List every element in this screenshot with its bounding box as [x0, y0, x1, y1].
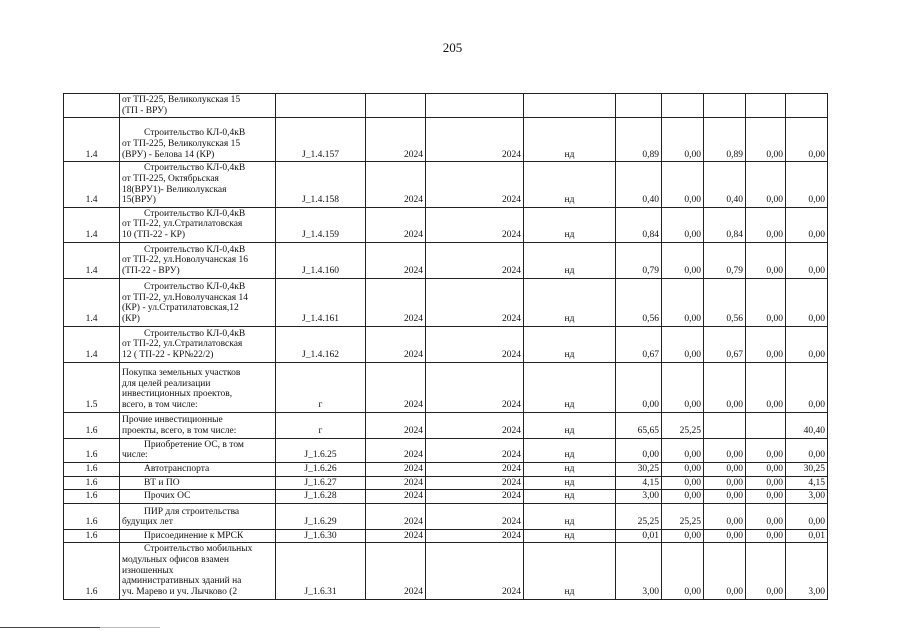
cell-name	[120, 362, 276, 412]
cell-v5: 0,00	[786, 278, 828, 326]
footer-rule-faint	[100, 627, 160, 628]
cell-y1: 2024	[366, 326, 426, 362]
name-line: Прочих ОС	[144, 491, 191, 502]
cell-v1: 0,00	[616, 362, 662, 412]
cell-unit: нд	[524, 503, 616, 529]
cell-y2: 2024	[426, 503, 524, 529]
cell-v2: 0,00	[662, 207, 704, 242]
cell-code: J_1.6.27	[276, 476, 366, 490]
footer-rule	[0, 627, 100, 628]
cell-code: J_1.6.26	[276, 462, 366, 476]
cell-v1: 65,65	[616, 412, 662, 438]
cell-code: J_1.6.30	[276, 529, 366, 543]
name-line: Приобретение ОС, в том	[144, 439, 244, 450]
cell-v3: 0,00	[704, 362, 746, 412]
name-line: от ТП-225, Октябрьская	[122, 173, 219, 184]
cell-code: J_1.6.28	[276, 490, 366, 504]
cell-v3	[704, 94, 746, 118]
cell-name	[120, 94, 276, 118]
name-line: всего, в том числе:	[122, 400, 198, 410]
cell-v3: 0,89	[704, 118, 746, 162]
name-line: 12 ( ТП-22 - КР№22/2)	[122, 350, 214, 360]
cell-y2: 2024	[426, 278, 524, 326]
cell-v5: 40,40	[786, 412, 828, 438]
name-line: ВТ и ПО	[144, 477, 180, 488]
cell-code: J_1.4.158	[276, 162, 366, 208]
cell-name	[120, 462, 276, 476]
cell-y2	[426, 94, 524, 118]
table-row	[64, 412, 828, 438]
cell-v1: 0,67	[616, 326, 662, 362]
cell-code: J_1.6.29	[276, 503, 366, 529]
name-line: от ТП-22, ул.Стратилатовская	[122, 339, 243, 350]
cell-unit: нд	[524, 362, 616, 412]
cell-y2: 2024	[426, 118, 524, 162]
cell-v1: 0,84	[616, 207, 662, 242]
cell-y2: 2024	[426, 543, 524, 599]
cell-v1: 0,40	[616, 162, 662, 208]
cell-unit: нд	[524, 326, 616, 362]
cell-name	[120, 326, 276, 362]
investment-table	[63, 93, 828, 600]
cell-v5: 3,00	[786, 490, 828, 504]
cell-v4: 0,00	[746, 529, 786, 543]
cell-name	[120, 529, 276, 543]
cell-y2: 2024	[426, 438, 524, 462]
table-row	[64, 118, 828, 162]
cell-no: 1.6	[64, 490, 120, 504]
cell-y1: 2024	[366, 438, 426, 462]
cell-v5	[786, 94, 828, 118]
cell-name	[120, 438, 276, 462]
cell-no: 1.4	[64, 242, 120, 278]
name-line: 10 (ТП-22 - КР)	[122, 230, 186, 240]
cell-v1: 4,15	[616, 476, 662, 490]
table-row	[64, 362, 828, 412]
name-line: (КР)	[122, 314, 140, 324]
cell-v5: 0,00	[786, 118, 828, 162]
cell-v2: 25,25	[662, 412, 704, 438]
cell-v4: 0,00	[746, 503, 786, 529]
name-line: Строительство мобильных	[144, 544, 253, 555]
name-line: Строительство КЛ-0,4кВ	[144, 244, 246, 255]
cell-v3: 0,79	[704, 242, 746, 278]
table-row	[64, 207, 828, 242]
cell-unit: нд	[524, 207, 616, 242]
cell-code: г	[276, 412, 366, 438]
cell-no: 1.6	[64, 462, 120, 476]
cell-v5: 0,00	[786, 242, 828, 278]
name-line: административных зданий на	[122, 576, 242, 587]
cell-no: 1.6	[64, 476, 120, 490]
cell-no: 1.4	[64, 326, 120, 362]
cell-no: 1.6	[64, 438, 120, 462]
name-line: Строительство КЛ-0,4кВ	[144, 282, 246, 293]
cell-v4	[746, 412, 786, 438]
cell-name	[120, 242, 276, 278]
name-line: Строительство КЛ-0,4кВ	[144, 163, 246, 174]
name-line: изношенных	[122, 565, 174, 576]
cell-v3: 0,40	[704, 162, 746, 208]
name-line: от ТП-22, ул.Новолучанская 16	[122, 255, 249, 266]
cell-v3: 0,00	[704, 476, 746, 490]
name-line: от ТП-22, ул.Новолучанская 14	[122, 292, 249, 303]
cell-v5: 0,00	[786, 326, 828, 362]
name-line: Присоединение к МРСК	[144, 530, 244, 541]
cell-v3: 0,00	[704, 462, 746, 476]
cell-no: 1.4	[64, 118, 120, 162]
name-line: Автотранспорта	[144, 463, 210, 474]
name-line: Прочие инвестиционные	[122, 415, 223, 426]
table-row	[64, 278, 828, 326]
cell-v3: 0,00	[704, 543, 746, 599]
name-line: (ВРУ) - Белова 14 (КР)	[122, 149, 215, 160]
cell-y1: 2024	[366, 162, 426, 208]
cell-name	[120, 118, 276, 162]
cell-y2: 2024	[426, 412, 524, 438]
cell-y2: 2024	[426, 476, 524, 490]
cell-v1: 0,89	[616, 118, 662, 162]
cell-y1: 2024	[366, 543, 426, 599]
cell-y1	[366, 94, 426, 118]
cell-v5: 3,00	[786, 543, 828, 599]
cell-v2: 0,00	[662, 490, 704, 504]
cell-v2: 0,00	[662, 162, 704, 208]
cell-no: 1.6	[64, 412, 120, 438]
cell-y2: 2024	[426, 162, 524, 208]
name-line: для целей реализации	[122, 378, 211, 389]
cell-v5: 30,25	[786, 462, 828, 476]
name-line: от ТП-225, Великолукская 15	[122, 139, 241, 149]
cell-v4: 0,00	[746, 118, 786, 162]
cell-y2: 2024	[426, 490, 524, 504]
cell-unit: нд	[524, 412, 616, 438]
cell-code: J_1.6.25	[276, 438, 366, 462]
cell-v2: 0,00	[662, 543, 704, 599]
cell-v3: 0,67	[704, 326, 746, 362]
cell-v4: 0,00	[746, 278, 786, 326]
cell-no: 1.4	[64, 207, 120, 242]
cell-v4: 0,00	[746, 476, 786, 490]
cell-y1: 2024	[366, 362, 426, 412]
name-line: (ТП - ВРУ)	[122, 105, 168, 116]
cell-v4: 0,00	[746, 543, 786, 599]
cell-y1: 2024	[366, 529, 426, 543]
cell-v1	[616, 94, 662, 118]
name-line: Строительство КЛ-0,4кВ	[144, 128, 246, 139]
page-number: 205	[442, 40, 463, 55]
cell-no: 1.6	[64, 543, 120, 599]
name-line: 15(ВРУ)	[122, 195, 156, 206]
name-line: инвестиционных проектов,	[122, 389, 233, 400]
cell-y1: 2024	[366, 503, 426, 529]
cell-unit: нд	[524, 543, 616, 599]
cell-code: г	[276, 362, 366, 412]
cell-code: J_1.4.160	[276, 242, 366, 278]
cell-no	[64, 94, 120, 118]
cell-unit: нд	[524, 118, 616, 162]
name-line: уч. Марево и уч. Лычково (2	[122, 586, 238, 597]
cell-v5: 0,00	[786, 207, 828, 242]
cell-y2: 2024	[426, 207, 524, 242]
cell-v2: 0,00	[662, 242, 704, 278]
cell-v2: 0,00	[662, 529, 704, 543]
cell-y1: 2024	[366, 412, 426, 438]
name-line: будущих лет	[122, 517, 173, 528]
cell-v1: 3,00	[616, 543, 662, 599]
cell-v2	[662, 94, 704, 118]
cell-no: 1.6	[64, 529, 120, 543]
cell-v2: 0,00	[662, 362, 704, 412]
cell-v1: 25,25	[616, 503, 662, 529]
cell-v1: 30,25	[616, 462, 662, 476]
table-row	[64, 503, 828, 529]
table-body	[64, 94, 828, 600]
name-line: Строительство КЛ-0,4кВ	[144, 208, 246, 219]
table-row	[64, 529, 828, 543]
cell-name	[120, 503, 276, 529]
cell-v3: 0,84	[704, 207, 746, 242]
cell-unit: нд	[524, 462, 616, 476]
cell-v5: 0,00	[786, 503, 828, 529]
table-row	[64, 543, 828, 599]
cell-v4: 0,00	[746, 490, 786, 504]
cell-v5: 0,00	[786, 362, 828, 412]
cell-unit: нд	[524, 278, 616, 326]
cell-v2: 0,00	[662, 438, 704, 462]
cell-v3	[704, 412, 746, 438]
cell-v1: 0,00	[616, 438, 662, 462]
name-line: ПИР для строительства	[144, 506, 240, 517]
cell-unit: нд	[524, 529, 616, 543]
cell-y1: 2024	[366, 242, 426, 278]
cell-v2: 25,25	[662, 503, 704, 529]
cell-v4: 0,00	[746, 162, 786, 208]
cell-y1: 2024	[366, 207, 426, 242]
cell-v1: 3,00	[616, 490, 662, 504]
cell-y1: 2024	[366, 118, 426, 162]
cell-v3: 0,00	[704, 503, 746, 529]
cell-name	[120, 162, 276, 208]
cell-v2: 0,00	[662, 476, 704, 490]
cell-v3: 0,00	[704, 438, 746, 462]
cell-v4: 0,00	[746, 438, 786, 462]
cell-name	[120, 490, 276, 504]
cell-v1: 0,56	[616, 278, 662, 326]
name-line: Строительство КЛ-0,4кВ	[144, 328, 246, 339]
cell-code: J_1.4.162	[276, 326, 366, 362]
cell-v4	[746, 94, 786, 118]
cell-name	[120, 543, 276, 599]
cell-y1: 2024	[366, 490, 426, 504]
cell-unit: нд	[524, 162, 616, 208]
table-row	[64, 490, 828, 504]
name-line: от ТП-22, ул.Стратилатовская	[122, 219, 243, 230]
cell-y2: 2024	[426, 462, 524, 476]
cell-v5: 0,01	[786, 529, 828, 543]
cell-v4: 0,00	[746, 242, 786, 278]
cell-unit	[524, 94, 616, 118]
name-line: (ТП-22 - ВРУ)	[122, 266, 180, 276]
cell-v4: 0,00	[746, 462, 786, 476]
cell-v4: 0,00	[746, 207, 786, 242]
cell-y1: 2024	[366, 278, 426, 326]
name-line: от ТП-225, Великолукская 15	[122, 95, 241, 105]
cell-y2: 2024	[426, 242, 524, 278]
cell-no: 1.5	[64, 362, 120, 412]
cell-v3: 0,00	[704, 490, 746, 504]
cell-v5: 0,00	[786, 162, 828, 208]
table-row	[64, 462, 828, 476]
cell-code: J_1.4.161	[276, 278, 366, 326]
table-row	[64, 94, 828, 118]
cell-y1: 2024	[366, 476, 426, 490]
cell-no: 1.6	[64, 503, 120, 529]
cell-no: 1.4	[64, 278, 120, 326]
name-line: Покупка земельных участков	[122, 368, 241, 379]
cell-v3: 0,00	[704, 529, 746, 543]
cell-v5: 4,15	[786, 476, 828, 490]
cell-unit: нд	[524, 490, 616, 504]
cell-code: J_1.4.157	[276, 118, 366, 162]
cell-y1: 2024	[366, 462, 426, 476]
cell-v2: 0,00	[662, 118, 704, 162]
table-row	[64, 326, 828, 362]
table-row	[64, 476, 828, 490]
cell-y2: 2024	[426, 362, 524, 412]
table-row	[64, 162, 828, 208]
cell-v5: 0,00	[786, 438, 828, 462]
cell-v4: 0,00	[746, 362, 786, 412]
cell-name	[120, 278, 276, 326]
cell-unit: нд	[524, 438, 616, 462]
name-line: (КР) - ул.Стратилатовская,12	[122, 303, 239, 314]
cell-v2: 0,00	[662, 462, 704, 476]
cell-v2: 0,00	[662, 326, 704, 362]
cell-name	[120, 476, 276, 490]
cell-unit: нд	[524, 476, 616, 490]
cell-code: J_1.4.159	[276, 207, 366, 242]
table-row	[64, 438, 828, 462]
cell-v4: 0,00	[746, 326, 786, 362]
cell-v1: 0,79	[616, 242, 662, 278]
cell-code	[276, 94, 366, 118]
table-row	[64, 242, 828, 278]
cell-unit: нд	[524, 242, 616, 278]
cell-v1: 0,01	[616, 529, 662, 543]
cell-v3: 0,56	[704, 278, 746, 326]
cell-y2: 2024	[426, 529, 524, 543]
name-line: числе:	[122, 450, 148, 461]
name-line: модульных офисов взамен	[122, 555, 229, 565]
cell-name	[120, 207, 276, 242]
name-line: 18(ВРУ1)- Великолукская	[122, 184, 227, 195]
name-line: проекты, всего, в том числе:	[122, 426, 237, 436]
cell-v2: 0,00	[662, 278, 704, 326]
cell-code: J_1.6.31	[276, 543, 366, 599]
cell-y2: 2024	[426, 326, 524, 362]
cell-no: 1.4	[64, 162, 120, 208]
cell-name	[120, 412, 276, 438]
